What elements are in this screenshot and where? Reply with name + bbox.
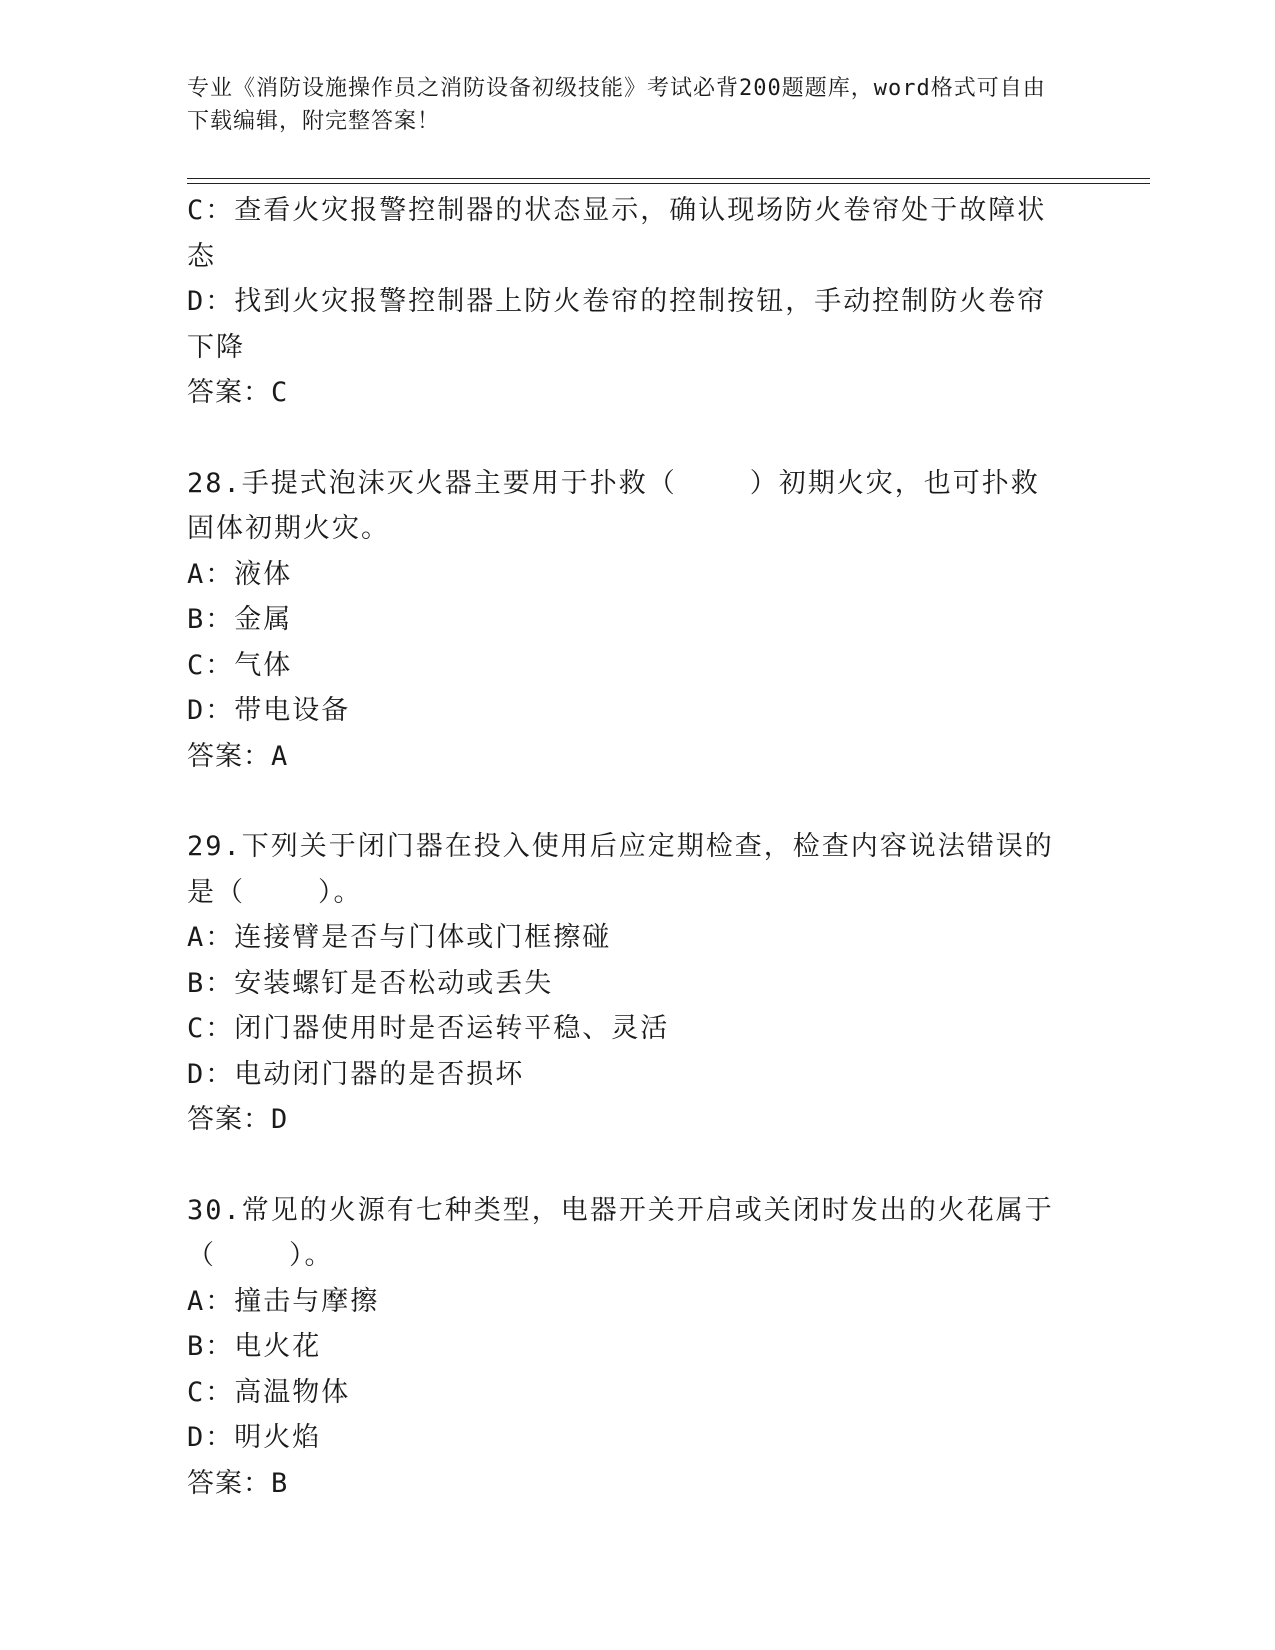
document-header: 专业《消防设施操作员之消防设备初级技能》考试必背200题题库，word格式可自由下载编辑，附完整答案！ xyxy=(187,76,1046,134)
option-d: D：明火焰 xyxy=(187,1422,322,1453)
option-c: C：闭门器使用时是否运转平稳、灵活 xyxy=(187,1013,670,1044)
question-stem: 28.手提式泡沫灭火器主要用于扑救（ ）初期火灾，也可扑救固体初期火灾。 xyxy=(187,467,1040,544)
question-28 xyxy=(187,461,1067,780)
option-b: B：电火花 xyxy=(187,1331,322,1362)
question-stem: 29.下列关于闭门器在投入使用后应定期检查，检查内容说法错误的是（ ）。 xyxy=(187,831,1054,908)
option-b: B：金属 xyxy=(187,604,293,635)
answer: 答案：B xyxy=(187,1467,289,1499)
option-d: D：电动闭门器的是否损坏 xyxy=(187,1058,525,1090)
option-a: A：液体 xyxy=(187,558,293,590)
answer: 答案：A xyxy=(187,740,289,772)
previous-question-tail xyxy=(187,188,1067,416)
answer: 答案：C xyxy=(187,377,289,408)
option-b: B：安装螺钉是否松动或丢失 xyxy=(187,967,554,999)
question-29 xyxy=(187,824,1067,1143)
option-c: C：气体 xyxy=(187,649,293,681)
answer: 答案：D xyxy=(187,1104,289,1135)
question-content xyxy=(187,188,1067,1506)
option-d: D：带电设备 xyxy=(187,695,351,726)
option-c: C：高温物体 xyxy=(187,1376,351,1408)
option-a: A：撞击与摩擦 xyxy=(187,1285,380,1317)
header-rule-bottom xyxy=(187,183,1150,184)
header-rule-top xyxy=(187,178,1150,179)
question-30 xyxy=(187,1188,1067,1507)
question-stem: 30.常见的火源有七种类型，电器开关开启或关闭时发出的火花属于（ ）。 xyxy=(187,1194,1054,1271)
option-c: C：查看火灾报警控制器的状态显示，确认现场防火卷帘处于故障状态 xyxy=(187,195,1047,272)
option-d: D：找到火灾报警控制器上防火卷帘的控制按钮，手动控制防火卷帘下降 xyxy=(187,286,1047,363)
option-a: A：连接臂是否与门体或门框擦碰 xyxy=(187,922,612,953)
